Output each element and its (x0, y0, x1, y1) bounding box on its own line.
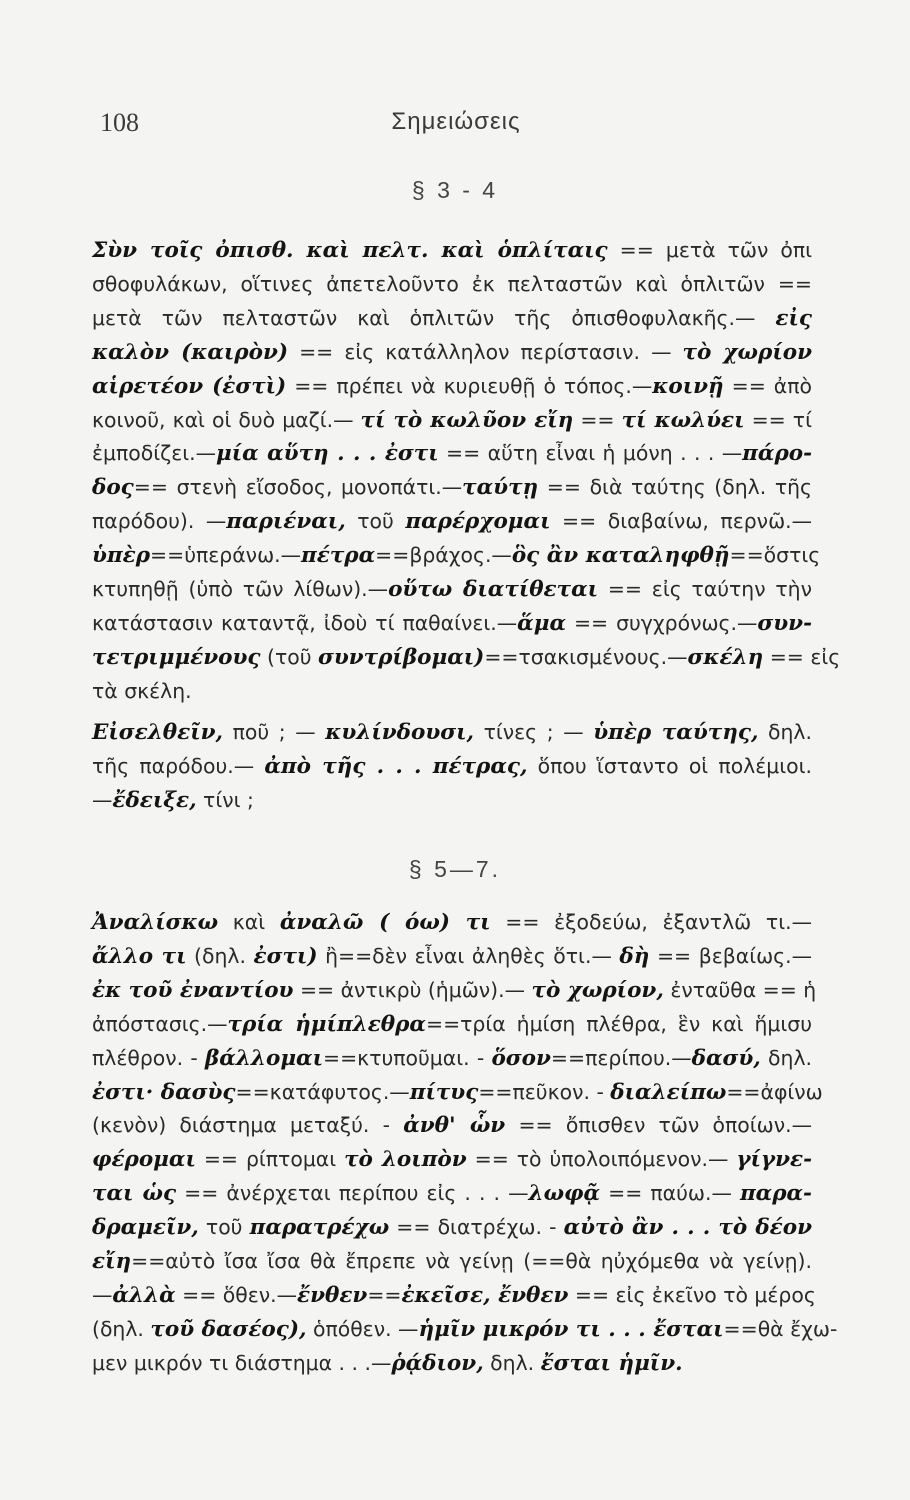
greek-term: πάρο- (742, 441, 813, 467)
greek-term: συντρίβομαι) (317, 644, 485, 670)
greek-term: ῥᾴδιον, (391, 1350, 484, 1376)
gloss-text: ἐμποδίζει.— (92, 441, 217, 466)
notes-paragraph (92, 234, 841, 709)
greek-term: οὕτω διατίθεται (388, 577, 599, 603)
text-line (92, 1109, 812, 1143)
gloss-text: (τοῦ (260, 644, 318, 669)
greek-term: ἔδειξε, (112, 787, 197, 813)
gloss-text: == εἰς ταύτην τὴν (598, 577, 812, 602)
gloss-text: == ρίπτομαι (195, 1147, 345, 1172)
gloss-text: == ἐξοδεύω, ἐξαντλῶ τι.— (490, 910, 812, 934)
greek-term: Εἰσελθεῖν, (92, 720, 224, 745)
greek-term: δος (92, 475, 134, 501)
gloss-text: == (367, 1282, 402, 1307)
greek-term: τὸ χωρίον, (531, 977, 664, 1003)
greek-term: τὸ λοιπὸν (344, 1147, 467, 1173)
text-line (92, 675, 812, 709)
gloss-text: σθοφυλάκων, οἵτινες ἀπετελοῦντο ἐκ πελταστῶν καὶ ὁπλιτῶν == (92, 271, 812, 296)
gloss-text: ==τσακισμένους.— (484, 644, 688, 669)
greek-term: τὸ χωρίον (682, 339, 812, 365)
text-line (92, 234, 812, 268)
gloss-text: (κενὸν) διάστημα μεταξύ. - (92, 1113, 404, 1138)
text-line (92, 784, 812, 818)
gloss-text: κοινοῦ, καὶ οἱ δυὸ μαζί.— (92, 407, 361, 432)
gloss-text: τῆς παρόδου.— (92, 753, 265, 778)
gloss-text: ==κατάφυτος.— (235, 1079, 410, 1104)
greek-term: γίγνε- (736, 1147, 813, 1173)
gloss-text: == πρέπει νὰ κυριευθῇ ὁ τόπος.— (286, 373, 653, 398)
text-line (92, 607, 812, 641)
greek-term: ἡμῖν μικρόν τι . . . ἔσται (418, 1316, 724, 1342)
gloss-text: == παύω.— (600, 1181, 740, 1206)
greek-term: ὑπὲρ ταύτης, (593, 720, 759, 745)
greek-term: παρα- (739, 1181, 812, 1207)
greek-term: παρέρχομαι (405, 509, 551, 535)
page-number: 108 (100, 108, 139, 137)
greek-term: ταύτῃ (462, 475, 539, 501)
greek-term: ἀνθ' ὧν (403, 1113, 506, 1139)
gloss-text: ὅπου ἵσταντο οἱ πολέμιοι. (527, 753, 812, 778)
gloss-text: == τὸ ὑπολοιπόμενον.— (466, 1147, 737, 1172)
gloss-text: ἀπόστασις.— (92, 1011, 228, 1036)
gloss-text: μετὰ τῶν πελταστῶν καὶ ὁπλιτῶν τῆς ὀπισθοφυλακῆς.— (92, 305, 776, 330)
greek-term: συν- (757, 610, 812, 636)
gloss-text: == εἰς κατάλληλον περίστασιν. — (288, 339, 683, 364)
gloss-text: == ἀνέρχεται περίπου εἰς . . . — (176, 1181, 529, 1206)
text-line (92, 1211, 812, 1245)
gloss-text: παρόδου). — (92, 509, 227, 534)
gloss-text: ==πεῦκον. - (478, 1079, 611, 1104)
greek-term: παρατρέχω (249, 1215, 390, 1241)
section-heading: § 5—7. (408, 856, 502, 882)
gloss-text: δηλ. (758, 720, 812, 744)
gloss-text: — (92, 787, 113, 812)
greek-term: τετριμμένους (92, 644, 261, 670)
gloss-text: == διὰ ταύτης (δηλ. τῆς (538, 475, 812, 500)
text-line (92, 1279, 816, 1313)
greek-term: ἀλλὰ (112, 1282, 176, 1308)
text-line (92, 404, 812, 438)
text-line (92, 573, 812, 607)
gloss-text: ==περίπου.— (550, 1045, 692, 1070)
gloss-text: == διαβαίνω, περνῶ.— (550, 509, 813, 534)
text-line (92, 1076, 823, 1110)
gloss-text: τοῦ (198, 1215, 250, 1240)
gloss-text: == εἰς ἐκεῖνο τὸ μέρος (568, 1282, 816, 1307)
gloss-text: == ἀντικρὺ (ἡμῶν).— (293, 977, 532, 1002)
notes-paragraph (92, 716, 812, 818)
text-line (92, 974, 817, 1008)
gloss-text: == συγχρόνως.— (566, 610, 758, 635)
greek-term: μία αὕτη . . . ἐστι (216, 441, 439, 467)
greek-term: Σὺν τοῖς ὀπισθ. καὶ πελτ. καὶ ὁπλίταις (92, 238, 608, 263)
gloss-text: == ὅθεν.— (175, 1282, 298, 1307)
greek-term: ὑπὲρ (92, 543, 151, 569)
gloss-text: == αὕτη εἶναι ἡ μόνη . . . — (438, 441, 743, 466)
gloss-text: — (92, 1282, 113, 1307)
greek-term: ὃς ἂν καταληφθῇ (511, 543, 730, 569)
text-line (92, 1042, 812, 1076)
text-line (92, 716, 812, 750)
greek-term: δὴ (619, 943, 650, 969)
greek-term: ἀπὸ τῆς . . . πέτρας, (264, 753, 528, 779)
text-line (92, 1347, 812, 1381)
greek-term: κοινῇ (652, 373, 724, 399)
gloss-text: ==κτυποῦμαι. - (323, 1045, 492, 1070)
text-line (92, 302, 812, 336)
text-line (92, 437, 812, 471)
greek-term: σκέλη (687, 644, 764, 670)
text-line (92, 505, 812, 539)
text-line (92, 641, 841, 675)
gloss-text: == τί (744, 407, 812, 432)
text-line (92, 471, 812, 505)
gloss-text: ==ἀφίνω (726, 1079, 823, 1104)
greek-term: τί κωλύει (621, 407, 745, 433)
gloss-text: κατάστασιν καταντᾷ, ἰδοὺ τί παθαίνει.— (92, 610, 518, 635)
gloss-text: δηλ. (760, 1045, 812, 1070)
gloss-text: (δηλ. (92, 1316, 151, 1341)
gloss-text: == στενὴ εἴσοδος, μονοπάτι.— (133, 475, 463, 500)
notes-paragraph (92, 906, 838, 1381)
section-heading: § 3 - 4 (411, 177, 499, 203)
greek-term: ἀναλῶ ( όω) τι (279, 910, 491, 935)
text-line (92, 336, 812, 370)
gloss-text: ==ὑπεράνω.— (150, 543, 302, 568)
gloss-text: == μετὰ τῶν ὀπι (607, 238, 813, 262)
greek-term: κυλίνδουσι, (325, 720, 474, 745)
gloss-text: τίνες ; — (474, 720, 594, 744)
gloss-text: ἐνταῦθα == ἡ (663, 977, 817, 1002)
gloss-text: πλέθρον. - (92, 1045, 205, 1070)
gloss-text: ==βράχος.— (375, 543, 512, 568)
gloss-text: ἢ==δὲν εἶναι ἀληθὲς ὅτι.— (317, 943, 620, 968)
text-line (92, 1177, 812, 1211)
greek-term: φέρομαι (92, 1147, 196, 1173)
gloss-text: ==αὐτὸ ἴσα ἴσα θὰ ἔπρεπε νὰ γείνῃ (==θὰ ηὐχόμεθα νὰ γείνῃ). (131, 1249, 812, 1274)
text-line (92, 268, 812, 302)
greek-term: αὐτὸ ἂν . . . τὸ δέον (563, 1215, 812, 1241)
gloss-text: τὰ σκέλη. (92, 678, 192, 703)
greek-term: ἔσται ἡμῖν. (540, 1350, 683, 1376)
greek-term: εἰς (775, 305, 812, 331)
gloss-text: ποῦ ; — (223, 720, 326, 744)
greek-term: δραμεῖν, (92, 1215, 199, 1241)
gloss-text: τίνι ; (196, 787, 254, 812)
greek-term: ὅσον (491, 1045, 551, 1071)
text-line (92, 370, 812, 404)
gloss-text: ==θὰ ἔχω- (723, 1316, 838, 1341)
gloss-text: == ἀπὸ (723, 373, 812, 398)
greek-term: εἴη (92, 1249, 132, 1275)
greek-term: ἔνθεν (297, 1282, 368, 1308)
greek-term: πέτρα (301, 543, 376, 569)
gloss-text: (δηλ. (186, 943, 254, 968)
text-line (92, 1313, 838, 1347)
greek-term: λωφᾷ (528, 1181, 601, 1207)
greek-term: ἐστι· δασὺς (92, 1079, 236, 1105)
greek-term: τί τὸ κωλῦον εἴη (360, 407, 574, 433)
gloss-text: δηλ. (483, 1350, 541, 1375)
greek-term: ἐστι) (253, 943, 318, 969)
gloss-text: == διατρέχω. - (389, 1215, 564, 1240)
greek-term: δασύ, (691, 1045, 761, 1071)
gloss-text: τοῦ (345, 509, 406, 534)
gloss-text: ==ὅστις (729, 543, 821, 568)
greek-term: παριέναι, (226, 509, 346, 535)
greek-term: τοῦ δασέος), (150, 1316, 307, 1342)
running-title: Σημειώσεις (391, 108, 521, 135)
greek-term: ται ὡς (92, 1181, 177, 1207)
gloss-text: κτυπηθῇ (ὑπὸ τῶν λίθων).— (92, 577, 389, 602)
greek-term: βάλλομαι (205, 1045, 323, 1071)
text-line (92, 750, 812, 784)
greek-term: ἐκεῖσε, ἔνθεν (401, 1282, 569, 1308)
greek-term: Ἀναλίσκω (92, 910, 219, 935)
gloss-text: == (573, 407, 622, 432)
greek-term: ἅμα (517, 610, 566, 636)
text-line (92, 539, 821, 573)
gloss-text: == βεβαίως.— (649, 943, 813, 968)
greek-term: τρία ἡμίπλεθρα (227, 1011, 426, 1037)
greek-term: πίτυς (409, 1079, 479, 1105)
gloss-text: μεν μικρόν τι διάστημα . . .— (92, 1350, 392, 1375)
gloss-text: == ὄπισθεν τῶν ὁποίων.— (505, 1113, 812, 1138)
text-line (92, 906, 812, 940)
gloss-text: ὁπόθεν. — (306, 1316, 419, 1341)
page-header (100, 108, 812, 148)
text-line (92, 1143, 812, 1177)
text-line (92, 1245, 812, 1279)
text-line (92, 940, 812, 974)
gloss-text: καὶ (218, 910, 280, 934)
text-line (92, 1008, 812, 1042)
greek-term: ἐκ τοῦ ἐναντίου (92, 977, 294, 1003)
greek-term: διαλείπω (610, 1079, 727, 1105)
greek-term: αἱρετέον (ἐστὶ) (92, 373, 287, 399)
greek-term: καλὸν (καιρὸν) (92, 339, 289, 365)
gloss-text: == εἰς (763, 644, 841, 669)
gloss-text: ==τρία ἡμίση πλέθρα, ἓν καὶ ἥμισυ (425, 1011, 812, 1036)
greek-term: ἄλλο τι (92, 943, 187, 969)
